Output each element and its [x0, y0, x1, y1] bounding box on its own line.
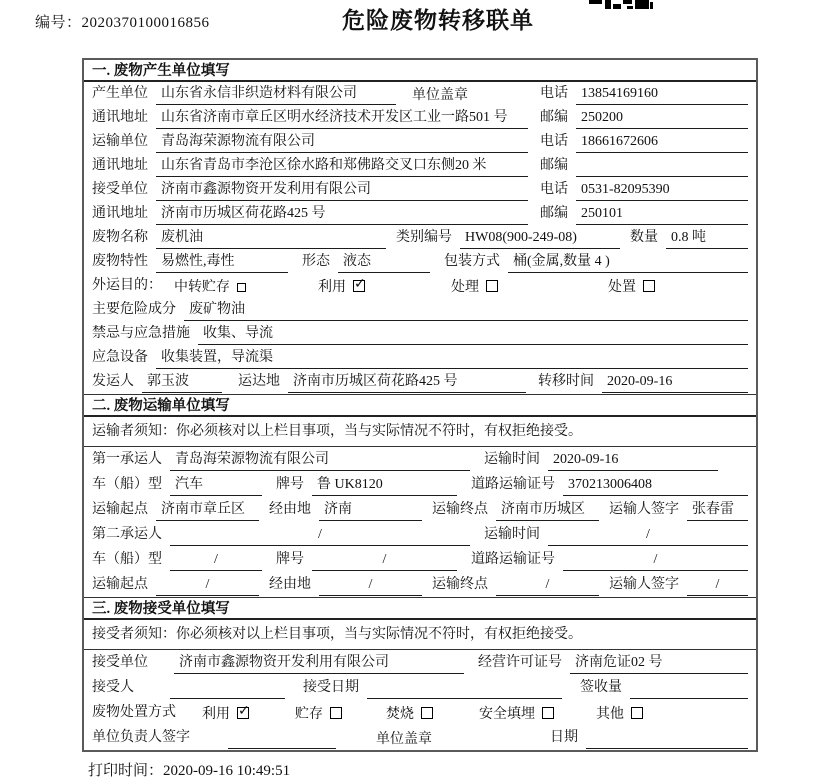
license-number-value: 济南危证02 号 — [570, 652, 748, 674]
transfer-storage-checkbox — [237, 283, 246, 292]
option-label: 焚烧 — [386, 706, 414, 722]
print-time — [88, 759, 796, 780]
first-carrier-value: 青岛海荣源物流有限公司 — [170, 449, 470, 471]
disposal-other-checkbox — [631, 707, 643, 719]
first-carrier-label: 第一承运人 — [92, 451, 162, 467]
field-row — [84, 650, 756, 675]
field-row — [84, 346, 756, 370]
transporter-address-label: 通讯地址 — [92, 158, 148, 173]
transporter-unit-value: 青岛海荣源物流有限公司 — [156, 131, 528, 153]
vehicle-type-label: 车（船）型 — [92, 476, 162, 492]
transport-terminus2-value: / — [496, 574, 599, 596]
serial-label: 编号： — [35, 15, 82, 31]
plate-number-value: 鲁 UK8120 — [312, 474, 457, 496]
responsible-signature-value — [228, 727, 336, 749]
destination-label: 运达地 — [238, 374, 280, 389]
waste-characteristics-label: 废物特性 — [92, 254, 148, 269]
producer-postcode-label: 邮编 — [540, 110, 568, 125]
producer-unit-label: 产生单位 — [92, 86, 148, 101]
disposal-option-other — [596, 703, 643, 723]
unit-seal-label: 单位盖章 — [412, 88, 468, 103]
emergency-measures-value: 收集、导流 — [198, 323, 748, 345]
producer-postcode-value: 250200 — [576, 107, 748, 129]
packaging-method-label: 包装方式 — [444, 254, 500, 269]
transporter-signature-value: 张春雷 — [687, 499, 748, 521]
waste-category-label: 类别编号 — [396, 230, 452, 245]
receive-date-value — [367, 677, 562, 699]
emergency-equipment-label: 应急设备 — [92, 350, 148, 365]
utilize-checkbox — [353, 280, 365, 292]
transporter-postcode-value — [576, 155, 748, 177]
plate-number-label: 牌号 — [276, 476, 304, 492]
plate-number2-label: 牌号 — [276, 551, 304, 567]
field-row — [84, 154, 756, 178]
responsible-signature-label: 单位负责人签字 — [92, 729, 190, 745]
option-label: 利用 — [318, 280, 346, 295]
field-row — [84, 472, 756, 497]
waste-characteristics-value: 易燃性,毒性 — [156, 251, 288, 273]
field-row — [84, 447, 756, 472]
transfer-purpose-row — [84, 274, 756, 298]
option-label: 中转贮存 — [174, 280, 230, 295]
receiving-unit-value: 济南市鑫源物资开发利用有限公司 — [174, 652, 464, 674]
purpose-option-transfer-storage — [174, 276, 246, 296]
receiver-address-label: 通讯地址 — [92, 206, 148, 221]
disposal-incinerate-checkbox — [421, 707, 433, 719]
received-quantity-label: 签收量 — [580, 679, 622, 695]
date-label: 日期 — [550, 729, 578, 745]
section3-title: 三. 废物接受单位填写 — [84, 598, 756, 620]
road-permit2-label: 道路运输证号 — [471, 551, 555, 567]
second-carrier-value: / — [170, 524, 470, 546]
transfer-purpose-label: 外运目的： — [92, 278, 162, 293]
receiving-unit-label: 接受单位 — [92, 654, 148, 670]
field-row — [84, 130, 756, 154]
print-time-value: 2020-09-16 10:49:51 — [163, 763, 291, 779]
transport-origin2-label: 运输起点 — [92, 576, 148, 592]
dispose-checkbox — [643, 280, 655, 292]
disposal-option-utilize — [202, 703, 249, 723]
vehicle-type-value: 汽车 — [170, 474, 262, 496]
transport-origin2-value: / — [156, 574, 259, 596]
road-permit-label: 道路运输证号 — [471, 476, 555, 492]
waste-quantity-label: 数量 — [630, 230, 658, 245]
road-permit2-value: / — [563, 549, 748, 571]
receiver-unit-value: 济南市鑫源物资开发利用有限公司 — [156, 179, 528, 201]
option-label: 安全填埋 — [479, 706, 535, 722]
transporter-signature2-label: 运输人签字 — [609, 576, 679, 592]
section2-title: 二. 废物运输单位填写 — [84, 395, 756, 417]
receiver-person-label: 接受人 — [92, 679, 134, 695]
disposal-option-landfill — [479, 703, 554, 723]
hazardous-components-label: 主要危险成分 — [92, 302, 176, 317]
via-place-value: 济南 — [319, 499, 422, 521]
disposal-method-label: 废物处置方式 — [92, 704, 176, 720]
waste-form-label: 形态 — [302, 254, 330, 269]
transport-terminus2-label: 运输终点 — [432, 576, 488, 592]
packaging-method-value: 桶(金属,数量 4 ) — [508, 251, 748, 273]
transport-terminus-label: 运输终点 — [432, 501, 488, 517]
transporter-unit-label: 运输单位 — [92, 134, 148, 149]
consignor-value: 郭玉波 — [142, 371, 222, 393]
page-title: 危险废物转移联单 — [342, 8, 534, 33]
field-row — [84, 178, 756, 202]
receive-date-label: 接受日期 — [303, 679, 359, 695]
disposal-landfill-checkbox — [542, 707, 554, 719]
serial-value: 2020370100016856 — [81, 15, 210, 31]
producer-phone-value: 13854169160 — [576, 83, 748, 105]
field-row — [84, 202, 756, 226]
emergency-equipment-value: 收集装置，导流渠 — [156, 347, 748, 369]
section-waste-transporter — [84, 394, 756, 597]
disposal-option-store — [295, 703, 342, 723]
transfer-form-table — [82, 58, 758, 752]
waste-name-value: 废机油 — [156, 227, 386, 249]
option-label: 贮存 — [295, 706, 323, 722]
transporter-address-value: 山东省青岛市李沧区徐水路和郑佛路交叉口东侧20 米 — [156, 155, 528, 177]
producer-address-value: 山东省济南市章丘区明水经济技术开发区工业一路501 号 — [156, 107, 528, 129]
field-row — [84, 725, 756, 750]
producer-phone-label: 电话 — [540, 86, 568, 101]
disposal-store-checkbox — [330, 707, 342, 719]
transport-date2-value: / — [548, 524, 748, 546]
emergency-measures-label: 禁忌与应急措施 — [92, 326, 190, 341]
purpose-option-treat — [451, 276, 498, 296]
field-row — [84, 675, 756, 700]
field-row — [84, 370, 756, 394]
qr-code-fragment — [589, 0, 653, 10]
road-permit-value: 370213006408 — [563, 474, 748, 496]
option-label: 利用 — [202, 706, 230, 722]
transport-date2-label: 运输时间 — [484, 526, 540, 542]
consignor-label: 发运人 — [92, 374, 134, 389]
license-number-label: 经营许可证号 — [478, 654, 562, 670]
field-row — [84, 106, 756, 130]
transporter-postcode-label: 邮编 — [540, 158, 568, 173]
field-row — [84, 82, 756, 106]
purpose-option-utilize — [318, 276, 365, 296]
field-row — [84, 298, 756, 322]
receiver-address-value: 济南市历城区荷花路425 号 — [156, 203, 528, 225]
destination-value: 济南市历城区荷花路425 号 — [288, 371, 526, 393]
via-place2-value: / — [319, 574, 422, 596]
field-row — [84, 250, 756, 274]
waste-name-label: 废物名称 — [92, 230, 148, 245]
received-quantity-value — [630, 677, 748, 699]
receiver-notice: 接受者须知：你必须核对以上栏目事项，当与实际情况不符时，有权拒绝接受。 — [84, 620, 756, 650]
option-label: 处置 — [608, 280, 636, 295]
field-row — [84, 226, 756, 250]
transporter-phone-value: 18661672606 — [576, 131, 748, 153]
plate-number2-value: / — [312, 549, 457, 571]
transporter-signature2-value: / — [687, 574, 748, 596]
transfer-date-value: 2020-09-16 — [602, 371, 748, 393]
receiver-person-value — [170, 677, 285, 699]
disposal-method-row — [84, 700, 756, 725]
via-place-label: 经由地 — [269, 501, 311, 517]
section-waste-receiver — [84, 597, 756, 750]
carrier-notice: 运输者须知：你必须核对以上栏目事项，当与实际情况不符时，有权拒绝接受。 — [84, 417, 756, 447]
option-label: 其他 — [596, 706, 624, 722]
treat-checkbox — [486, 280, 498, 292]
section-waste-producer — [84, 60, 756, 394]
via-place2-label: 经由地 — [269, 576, 311, 592]
receiver-postcode-value: 250101 — [576, 203, 748, 225]
disposal-utilize-checkbox — [237, 707, 249, 719]
transport-date-label: 运输时间 — [484, 451, 540, 467]
second-carrier-label: 第二承运人 — [92, 526, 162, 542]
date-value — [586, 727, 748, 749]
hazardous-components-value: 废矿物油 — [184, 299, 748, 321]
print-time-label: 打印时间： — [88, 763, 164, 779]
transport-origin-value: 济南市章丘区 — [156, 499, 259, 521]
transport-terminus-value: 济南市历城区 — [496, 499, 599, 521]
vehicle-type2-value: / — [170, 549, 262, 571]
field-row — [84, 572, 756, 597]
receiver-postcode-label: 邮编 — [540, 206, 568, 221]
field-row — [84, 497, 756, 522]
unit-seal2-label: 单位盖章 — [376, 731, 432, 747]
waste-form-value: 液态 — [338, 251, 430, 273]
producer-unit-value: 山东省永信非织造材料有限公司 — [156, 83, 396, 105]
receiver-phone-label: 电话 — [540, 182, 568, 197]
producer-address-label: 通讯地址 — [92, 110, 148, 125]
receiver-unit-label: 接受单位 — [92, 182, 148, 197]
waste-category-value: HW08(900-249-08) — [460, 227, 620, 249]
purpose-option-dispose — [608, 276, 655, 296]
transport-origin-label: 运输起点 — [92, 501, 148, 517]
vehicle-type2-label: 车（船）型 — [92, 551, 162, 567]
document-header — [0, 0, 796, 46]
disposal-option-incinerate — [386, 703, 433, 723]
transport-date-value: 2020-09-16 — [548, 449, 718, 471]
section1-title: 一. 废物产生单位填写 — [84, 60, 756, 82]
waste-quantity-value: 0.8 吨 — [666, 227, 748, 249]
field-row — [84, 547, 756, 572]
receiver-phone-value: 0531-82095390 — [576, 179, 748, 201]
transporter-phone-label: 电话 — [540, 134, 568, 149]
field-row — [84, 522, 756, 547]
transfer-date-label: 转移时间 — [538, 374, 594, 389]
field-row — [84, 322, 756, 346]
option-label: 处理 — [451, 280, 479, 295]
transporter-signature-label: 运输人签字 — [609, 501, 679, 517]
